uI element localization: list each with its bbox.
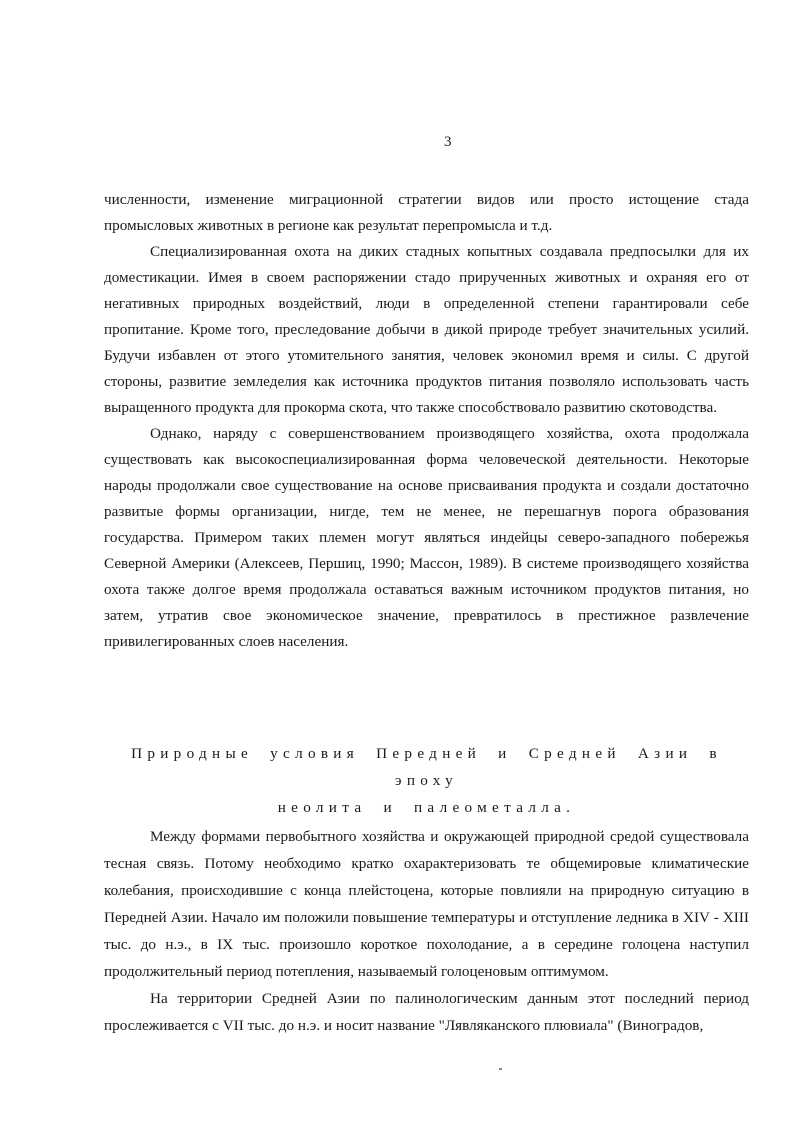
section-heading-line-1: Природные условия Передней и Средней Азии в эпоху — [131, 745, 722, 789]
section-heading-line-2: неолита и палеометалла. — [277, 799, 576, 816]
page-number: 3 — [444, 134, 452, 150]
paragraph-domestication: Специализированная охота на диких стадных копытных создавала предпосылки для их доместикации. Имея в своем распоряжении стадо прирученных животных и охраняя его от негативных природных воздействий, люди в определенной степени гарантировали себе пропитание. Кроме того, преследование добычи в дикой природе требует значительных усилий. Будучи избавлен от этого утомительного занятия, человек экономил время и силы. С другой стороны, развитие земледелия как источника продуктов питания позволяло использовать часть выращенного продукта для прокорма скота, что также способствовало развитию скотоводства. — [104, 243, 749, 416]
body-text-bottom — [104, 823, 749, 1039]
section-heading — [104, 740, 749, 821]
paragraph-climate: Между формами первобытного хозяйства и окружающей природной средой существовала тесная связь. Потому необходимо кратко охарактеризовать те общемировые климатические колебания, происходившие с конца плейстоцена, которые повлияли на природную ситуацию в Передней Азии. Начало им положили повышение температуры и отступление ледника в XIV - XIII тыс. до н.э., в IX тыс. произошло короткое похолодание, а в середине голоцена наступил продолжительный период потепления, называемый голоценовым оптимумом. — [104, 828, 749, 980]
scan-speck — [499, 1068, 502, 1070]
body-text-top — [104, 187, 749, 655]
paragraph-central-asia: На территории Средней Азии по палинологическим данным этот последний период прослеживается с VII тыс. до н.э. и носит название "Лявляканского плювиала" (Виноградов, — [104, 990, 749, 1034]
paragraph-continuation: численности, изменение миграционной стратегии видов или просто истощение стада промысловых животных в регионе как результат перепромысла и т.д. — [104, 191, 749, 234]
paragraph-hunting: Однако, наряду с совершенствованием производящего хозяйства, охота продолжала существовать как высокоспециализированная форма человеческой деятельности. Некоторые народы продолжали свое существование на основе присваивания продукта и создали достаточно развитые формы организации, нигде, тем не менее, не перешагнув порога образования государства. Примером таких племен могут являться индейцы северо-западного побережья Северной Америки (Алексеев, Першиц, 1990; Массон, 1989). В системе производящего хозяйства охота также долгое время продолжала оставаться важным источником продуктов питания, но затем, утратив свое экономическое значение, превратилось в престижное развлечение привилегированных слоев населения. — [104, 425, 749, 650]
